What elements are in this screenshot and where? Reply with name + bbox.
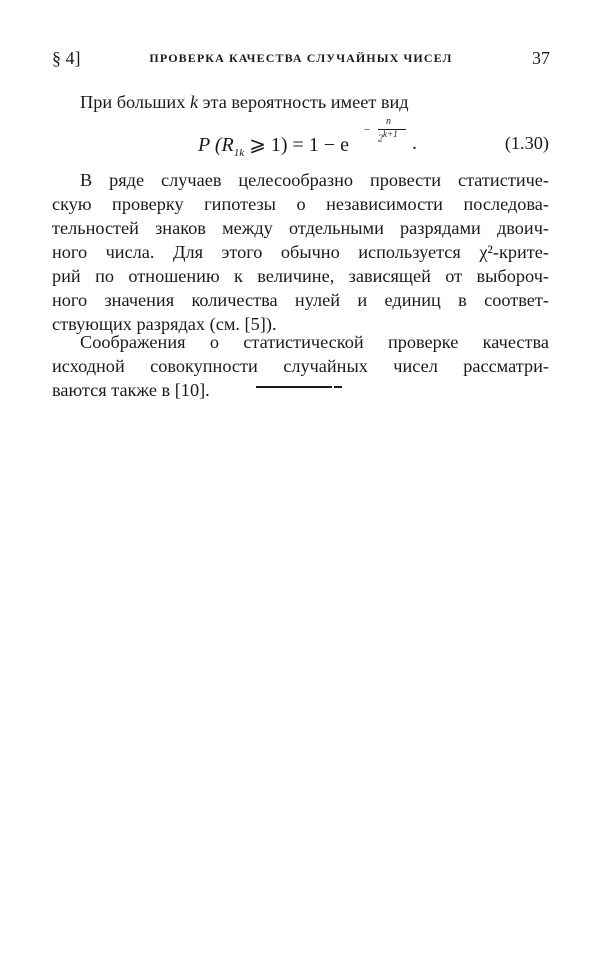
running-title: ПРОВЕРКА КАЧЕСТВА СЛУЧАЙНЫХ ЧИСЕЛ (149, 51, 453, 65)
page-number: 37 (532, 48, 550, 68)
denominator-power: k+1 (383, 129, 398, 139)
running-header (52, 44, 550, 70)
paragraph1-line: В ряде случаев целесообразно провести статистиче- (80, 170, 549, 190)
equation-subscript: 1k (233, 147, 245, 159)
equation-body (198, 132, 349, 157)
paragraph1-line: тельностей знаков между отдельными разрядами двоич- (52, 218, 549, 238)
denominator-base: 2 (378, 133, 383, 145)
equation-number: (1.30) (504, 133, 549, 153)
equation-lhs: P (R (198, 134, 234, 156)
paragraph1-line: скую проверку гипотезы о независимости последова- (52, 194, 549, 214)
exponent-minus: − (364, 124, 371, 136)
end-of-section-rule (256, 386, 332, 388)
paragraph1-line: ного значения количества нулей и единиц в соответ- (52, 290, 549, 310)
paragraph2-line: исходной совокупности случайных чисел рассматри- (52, 356, 549, 376)
intro-variable: k (189, 92, 199, 112)
exponent-numerator: n (386, 116, 391, 127)
end-rule-tail (334, 386, 342, 388)
paragraph2-line: Соображения о статистической проверке качества (80, 332, 549, 352)
paragraph1-line: ствующих разрядах (см. [5]). (52, 314, 277, 334)
intro-sentence (80, 92, 409, 113)
paragraph1-line: ного числа. Для этого обычно используется χ²-крите- (52, 242, 549, 262)
paragraph1-line: рий по отношению к величине, зависящей от выбороч- (52, 266, 549, 286)
equation-period: . (412, 132, 417, 154)
intro-after: эта вероятность имеет вид (198, 92, 409, 112)
intro-before: При больших (80, 92, 190, 112)
exponent-denominator (378, 129, 398, 144)
equation-rhs: ⩾ 1) = 1 − e (244, 134, 349, 156)
paragraph2-line: ваются также в [10]. (52, 380, 210, 400)
section-marker: § 4] (52, 48, 81, 68)
